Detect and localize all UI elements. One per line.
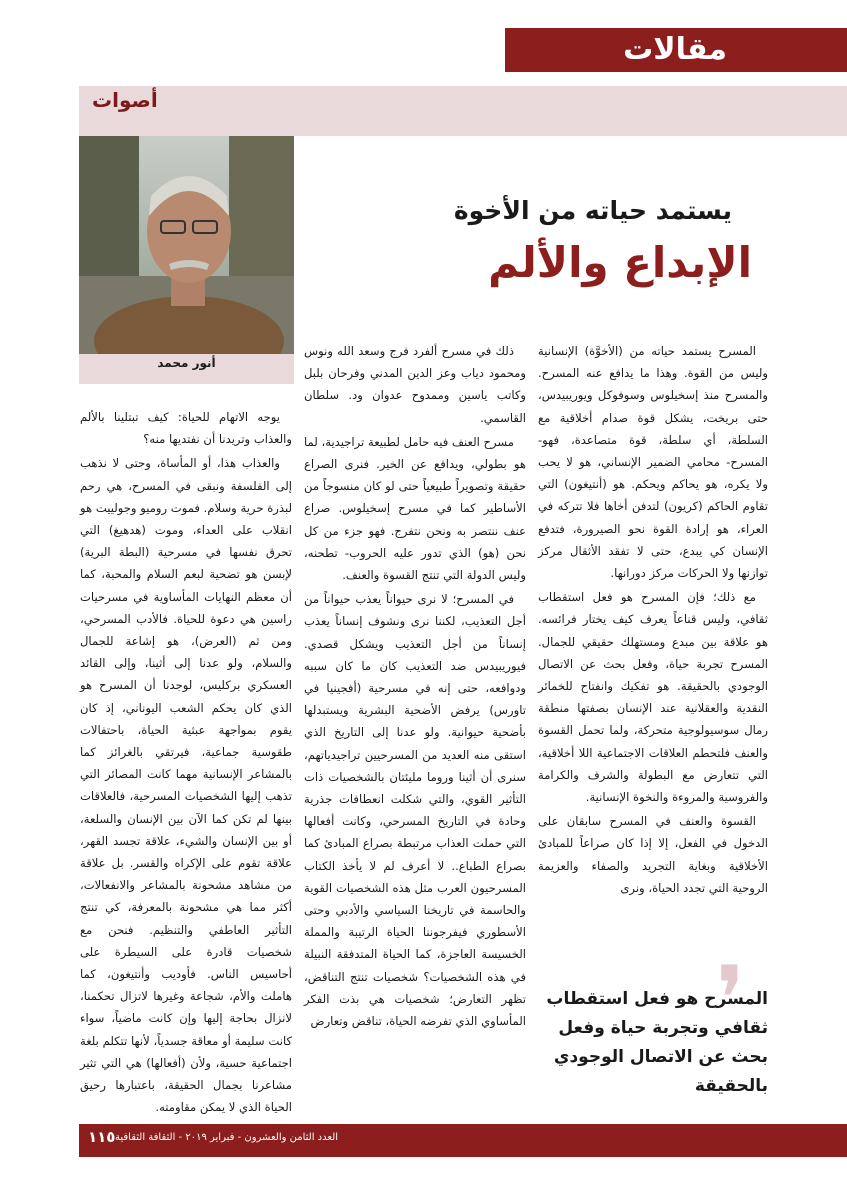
pull-quote: المسرح هو فعل استقطاب ثقافي وتجربة حياة وفعل بحث عن الاتصال الوجودي بالحقيقة	[546, 989, 768, 1096]
paragraph: القسوة والعنف في المسرح سابقان على الدخول في الفعل، إلا إذا كان صراعاً للمبادئ الأخلاقية وبغاية التجريد والصفاء والعزيمة الروحية التي تجدد الحياة، ونرى	[538, 814, 768, 895]
section-title: مقالات	[623, 32, 727, 67]
paragraph: مسرح العنف فيه حامل لطبيعة تراجيدية، لما هو بطولي، ويدافع عن الخير. فنرى الصراع حقيقة وتصويراً طبيعياً حتى لو كان منسوجاً من الأساطير كما في مسرح إسخيلوس. صراع عنف ننتصر به ونحن نتفرج. فهو جزء من كل نحن (هو) الذي تدور عليه الحروب- تطحنه، وليس الدولة التي تنتج القسوة والعنف.	[304, 434, 526, 583]
page-number: ١١٥	[88, 1128, 116, 1146]
article-title: الإبداع والألم	[488, 238, 752, 287]
paragraph: يوجه الاتهام للحياة: كيف تبتلينا بالألم والعذاب وتريدنا أن نفتديها منه؟	[80, 410, 292, 447]
article-column-2	[304, 340, 526, 1034]
paragraph: المسرح يستمد حياته من (الأخوَّة) الإنسانية وليس من القوة. وهذا ما يدافع عنه المسرح. والمسرح منذ إسخيلوس وسوفوكل ويوريبيدس، حتى بريخت، يشكل قوة صدام أخلاقية مع السلطة، أي سلطة، قوة متصاعدة، فهو- المسرح- محامي الضمير الإنساني، هو لا يحب ولا يكره، هو يحاكم ويحكم. هو (أنتيغون) التي تقاوم الحاكم (كريون) لتدفن أخاها فلا تتركه في العراء، هو إرادة القوة نحو الصيرورة، فتدفع الإنسان كي يبدع، حتى لا تفقد الأثقال مركز توازنها ولا الحركات مركز دورانها.	[538, 344, 768, 581]
paragraph: ذلك في مسرح ألفرد فرج وسعد الله ونوس ومحمود دياب وعز الدين المدني وفرحان بلبل وكاتب ياسين وممدوح عدوان ود. سلطان القاسمي.	[304, 344, 526, 425]
article-column-3	[80, 406, 292, 1121]
author-photo	[79, 136, 294, 354]
article-subtitle: يستمد حياته من الأخوة	[453, 196, 732, 225]
author-name: أنور محمد	[157, 356, 216, 370]
article-column-1	[538, 340, 768, 901]
column-band	[79, 86, 847, 136]
quote-mark-icon: ❜	[716, 947, 746, 1052]
paragraph: مع ذلك؛ فإن المسرح هو فعل استقطاب ثقافي، وليس قناعاً يعرف كيف يختار فرائسه. هو علاقة بين مبدع ومستهلك حقيقي للجمال. المسرح تجربة حياة، وفعل بحث عن الاتصال الوجودي بالحقيقة. هو تفكيك وانفتاح للخمائر النقدية والعقلانية عند الإنسان بصفتها منطقة رمال سوسيولوجية متحركة، ولما تحمل القسوة والعنف فلتحطم العلاقات الاجتماعية اللا أخلاقية، التي تتعارض مع البطولة والشرف والكرامة والفروسية والمروءة والنخوة الإنسانية.	[538, 590, 768, 805]
column-title: أصوات	[92, 88, 158, 112]
issue-info: العدد الثامن والعشرون - فبراير ٢٠١٩ - الثقافة الثقافية	[115, 1132, 339, 1143]
paragraph: والعذاب هذا، أو المأساة، وحتى لا نذهب إلى الفلسفة ونبقى في المسرح، هي رحم لبذرة حرية وسلام. فموت روميو وجولييت هو انقلاب على العداء، وموت (هدهيغ) التي تحرق نفسها في مسرحية (البطة البرية) لإبسن هو تضحية لبعم السلام والمحبة، كما أن معظم النهايات المأساوية في مسرحيات راسين هي دعوة للحياة. فالأدب المسرحي، ومن ثم (العرض)، هو إشاعة للجمال والسلام، ولو عدنا إلى أثينا، وإلى القائد العسكري بركليس، لوجدنا أن المسرح هو الذي كان يحكم الشعب اليوناني، إذ كان يقوم بمواجهة عبثية الحياة، باحتفالات طقوسية جماعية، فيرتقي بالغرائز كما بالمشاعر الإنسانية مهما كانت المصائر التي تذهب إليها الشخصيات المسرحية، فالعلاقات بينها لم تكن كما الآن بين الإنسان والسلعة، أو بين الإنسان والشيء، علاقة تجسد القهر، علاقة تقوم على الإكراه والقسر. بل علاقة من مشاهد مشحونة بالمشاعر والانفعالات، أكثر مما هي مشحونة بالمعرفة، كي تنتج التأثير العاطفي والتنظيم. فنحن مع شخصيات قادرة على السيطرة على أحاسيس الناس. فأوديب وأنتيغون، كما هاملت والأم، شجاعة وغيرها لاتزال تحكمنا، لانزال بحاجة إليها وإن كانت ماضياً، سواء كانت سليمة أو معاقة جسدياً، لأنها تتكلم بلغة اجتماعية حسية، ولأن (أفعالها) هي التي تثير مشاعرنا بجمال الحقيقة، باعتبارها رحيق الحياة الذي لا يمكن مقاومته.	[80, 456, 292, 1115]
paragraph: في المسرح؛ لا نرى حيواناً يعذب حيواناً من أجل التعذيب، لكننا نرى ونشوف إنساناً يعذب إنساناً من أجل التعذيب ويشكل قصدي. فيوريبيدس ضد التعذيب كان ما كان سببه ودوافعه، حتى إنه في مسرحية (أفجينيا في تاورس) يرفض الأضحية البشرية ويستبدلها بأضحية حيوانية. ولو عدنا إلى التاريخ الذي استقى منه العديد من المسرحيين تراجيدياتهم، سنرى أن أثينا وروما مليئتان بالشخصيات ذات التأثير القوي، والتي شكلت انعطافات جذرية وحادة في التاريخ المسرحي، وكانت أفعالها التي حملت العذاب مرتبطة بصراع المبادئ كما بصراع الطباع.. لا أعرف لم لا يأخذ الكتاب المسرحيون العرب مثل هذه الشخصيات القوية والحاسمة في تاريخنا السياسي والأدبي وحتى الأسطوري فيفرجوننا الحياة الرتيبة والمملة الخسيسة العاجزة، كما الحياة المتدفقة النبيلة في هذه الشخصيات؟ شخصيات تنتج التناقض، تظهر التعارض؛ شخصيات هي بذت الفكر المأساوي الذي تفرضه الحياة، تناقض وتعارض	[304, 592, 526, 1029]
